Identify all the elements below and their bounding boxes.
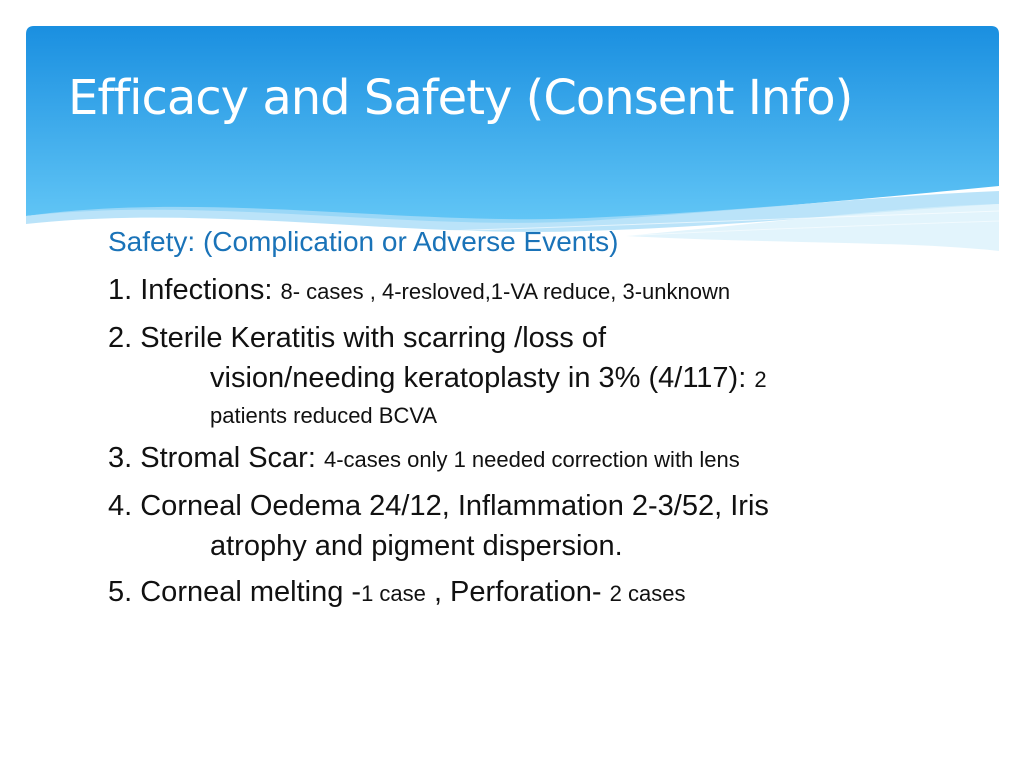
- item-detail: 4-cases only 1 needed correction with lens: [323, 447, 740, 472]
- list-item-corneal-melting: [108, 572, 988, 614]
- slide-body: [108, 222, 988, 620]
- item-line2-wrap: [108, 358, 988, 400]
- item-mid: , Perforation-: [425, 576, 610, 608]
- item-detail-cont: patients reduced BCVA: [210, 403, 438, 428]
- item-detail: 2: [754, 367, 767, 392]
- title-banner: [26, 26, 999, 251]
- item-lead: 5. Corneal melting -: [108, 576, 362, 608]
- list-item-infections: [108, 270, 988, 312]
- slide-title: Efficacy and Safety (Consent Info): [68, 70, 853, 126]
- item-lead: 3. Stromal Scar:: [108, 442, 324, 474]
- list-item-sterile-keratitis: [108, 318, 988, 432]
- item-line1: 2. Sterile Keratitis with scarring /loss of: [108, 322, 607, 354]
- item-lead: 1. Infections:: [108, 274, 281, 306]
- banner-graphic: [26, 26, 999, 251]
- item-detail: 8- cases , 4-resloved,1-VA reduce, 3-unknown: [280, 279, 731, 304]
- list-item-stromal-scar: [108, 438, 988, 480]
- list-item-corneal-oedema: [108, 486, 988, 566]
- section-subheading: Safety: (Complication or Adverse Events): [108, 226, 619, 257]
- item-detail-2: 2 cases: [609, 581, 686, 606]
- item-detail: 1 case: [361, 581, 426, 606]
- item-line1: 4. Corneal Oedema 24/12, Inflammation 2-3/52, Iris: [108, 490, 769, 522]
- item-line2: atrophy and pigment dispersion.: [210, 530, 623, 562]
- item-line2: vision/needing keratoplasty in 3% (4/117):: [210, 362, 755, 394]
